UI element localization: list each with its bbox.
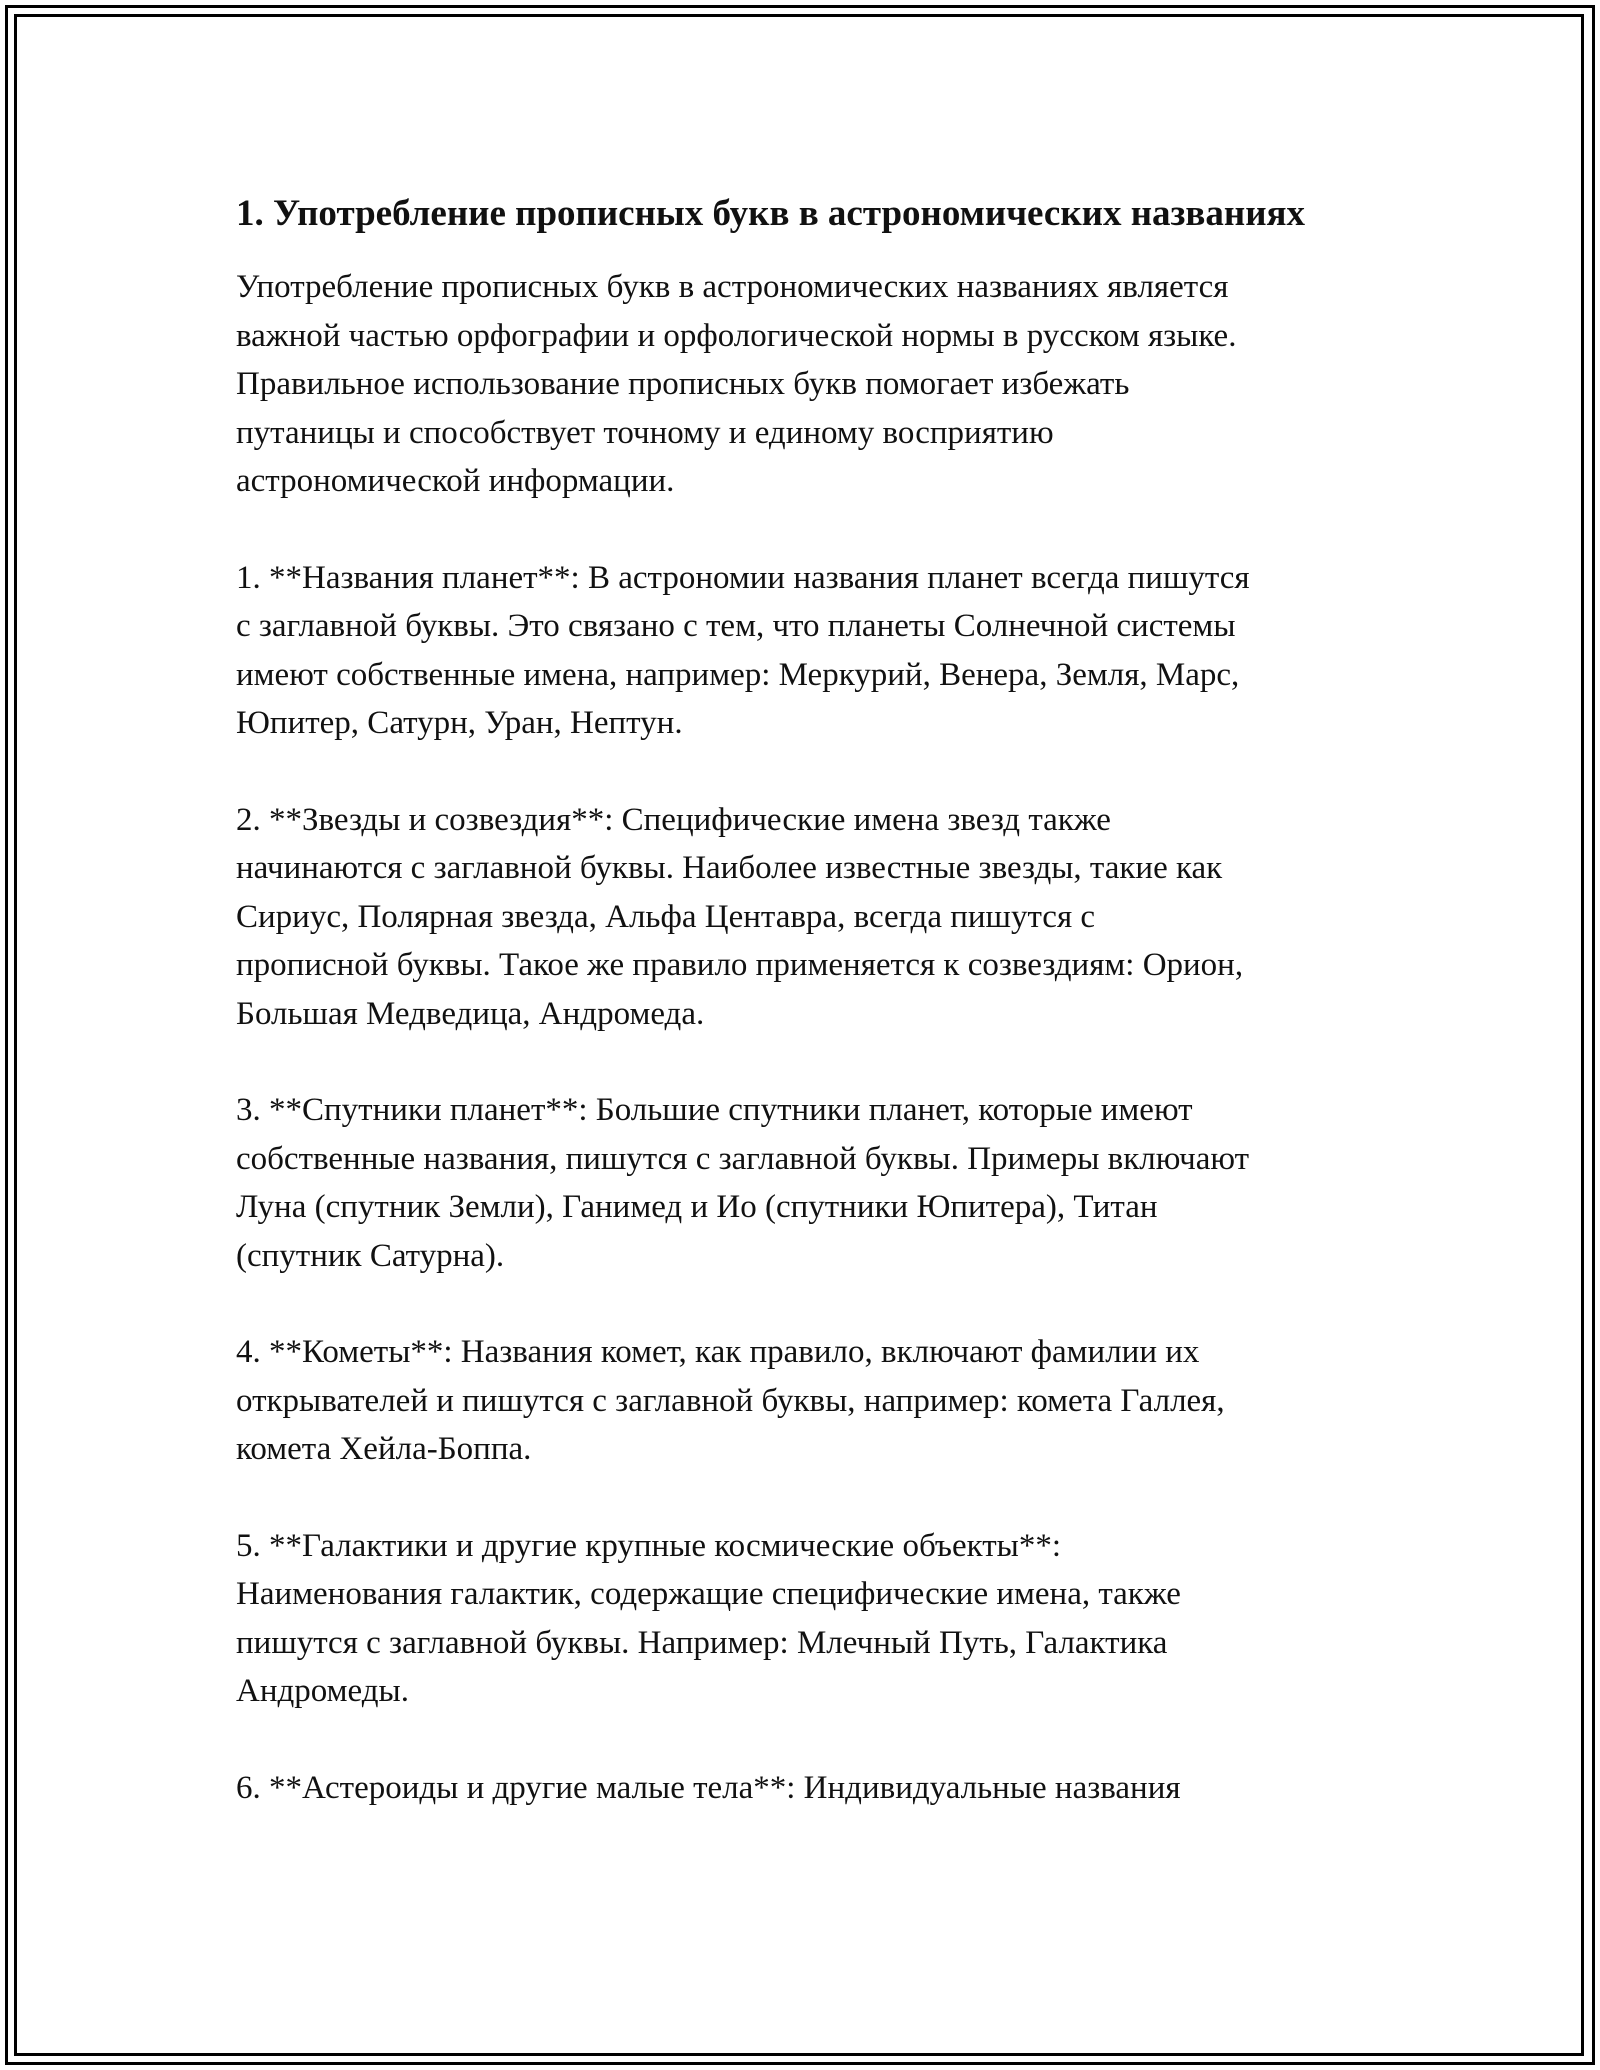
document-title: 1. Употребление прописных букв в астрономических названиях bbox=[236, 193, 1306, 234]
comets-paragraph: 4. **Кометы**: Названия комет, как правило, включают фамилии их открывателей и пишутся с заглавной буквы, например: комета Галлея, комета Хейла-Боппа. bbox=[236, 1334, 1225, 1467]
document-body bbox=[236, 186, 1376, 1860]
planets-paragraph: 1. **Названия планет**: В астрономии названия планет всегда пишутся с заглавной буквы. Это связано с тем, что планеты Солнечной системы имеют собственные имена, например: Меркурий, Венера, Земля, Марс, Юпитер, Сатурн, Уран, Нептун. bbox=[236, 559, 1250, 741]
galaxies-paragraph: 5. **Галактики и другие крупные космические объекты**: Наименования галактик, содержащие специфические имена, также пишутся с заглавной буквы. Например: Млечный Путь, Галактика Андромеды. bbox=[236, 1527, 1181, 1709]
intro-paragraph: Употребление прописных букв в астрономических названиях является важной частью орфографии и орфологической нормы в русском языке. Правильное использование прописных букв помогает избежать путаницы и способствует точному и единому восприятию астрономической информации. bbox=[236, 269, 1237, 499]
asteroids-paragraph: 6. **Астероиды и другие малые тела**: Индивидуальные названия bbox=[236, 1769, 1181, 1806]
satellites-paragraph: 3. **Спутники планет**: Большие спутники планет, которые имеют собственные названия, пишутся с заглавной буквы. Примеры включают Луна (спутник Земли), Ганимед и Ио (спутники Юпитера), Титан (спутник Сатурна). bbox=[236, 1092, 1250, 1274]
stars-constellations-paragraph: 2. **Звезды и созвездия**: Специфические имена звезд также начинаются с заглавной буквы. Наиболее известные звезды, такие как Сириус, Полярная звезда, Альфа Центавра, всегда пишутся с прописной буквы. Такое же правило применяется к созвездиям: Орион, Большая Медведица, Андромеда. bbox=[236, 801, 1244, 1032]
